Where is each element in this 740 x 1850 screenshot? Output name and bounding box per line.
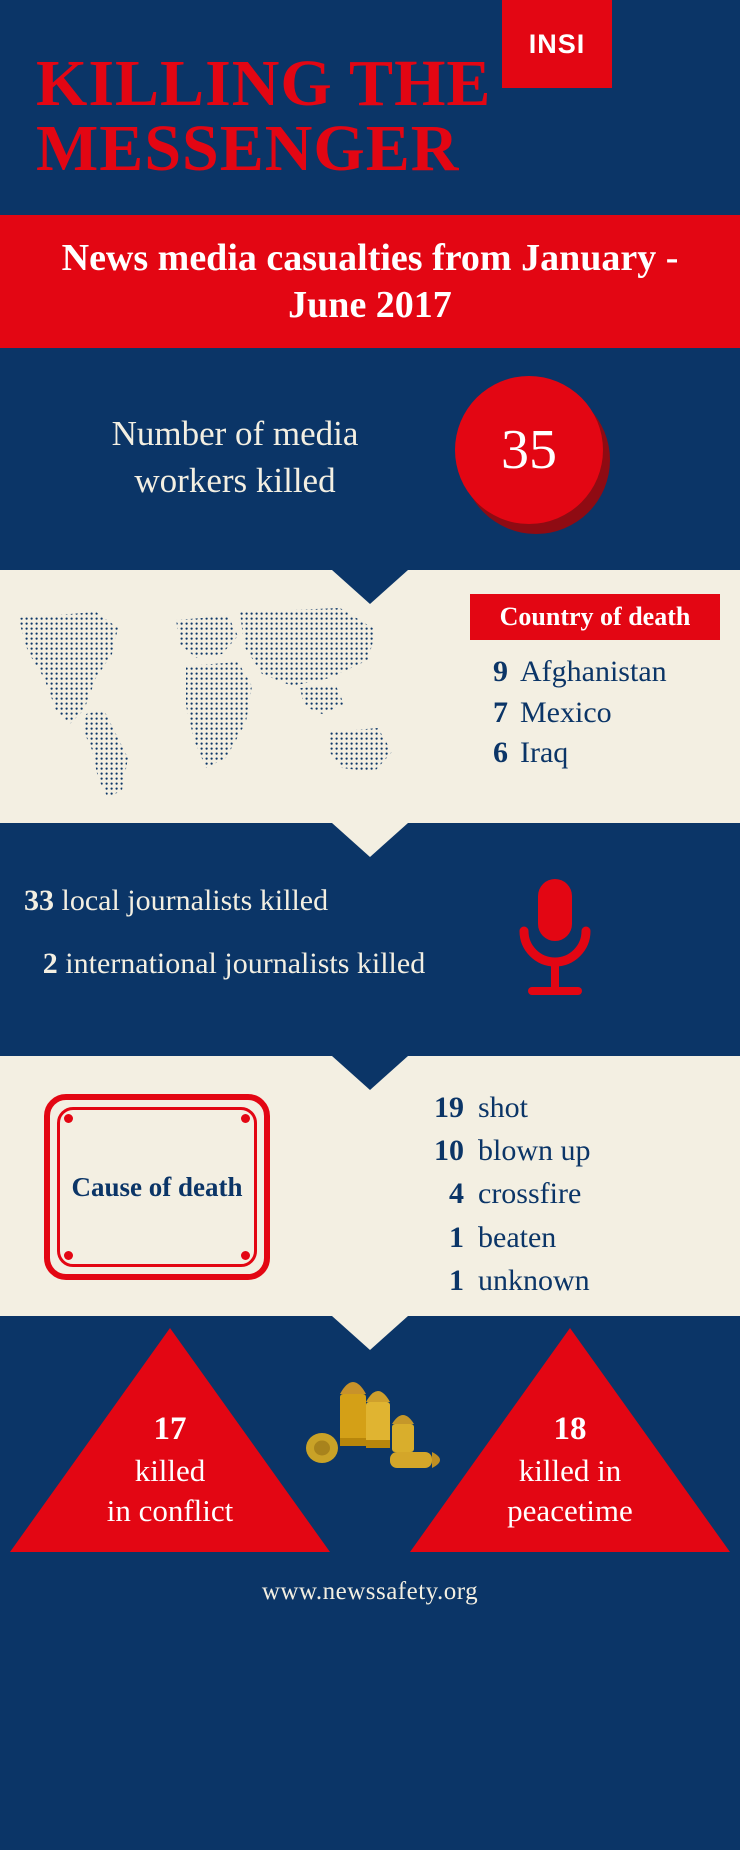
notch-divider [332, 1056, 408, 1090]
conflict-split-section [0, 1316, 740, 1564]
cause-label: unknown [478, 1263, 590, 1297]
footer-url[interactable]: www.newssafety.org [261, 1578, 479, 1605]
cause-of-death-plaque [44, 1094, 270, 1280]
local-journalists-count: 33 [24, 884, 54, 917]
page-title: KILLING THE MESSENGER [36, 47, 492, 185]
international-journalists-count: 2 [42, 946, 58, 980]
country-name: Mexico [520, 695, 612, 729]
list-item [466, 733, 716, 774]
list-item [420, 1172, 720, 1215]
country-of-death-section [0, 570, 740, 823]
cause-count: 1 [449, 1263, 464, 1297]
country-count: 6 [493, 736, 508, 769]
world-map-icon [0, 582, 420, 812]
killed-in-conflict-label-1: killed [134, 1452, 206, 1488]
cause-label: shot [478, 1091, 529, 1124]
notch-divider [332, 823, 408, 857]
footer [0, 1564, 740, 1650]
country-name: Afghanistan [520, 655, 667, 688]
total-killed-value: 35 [455, 376, 603, 524]
total-killed-section [0, 348, 740, 570]
plaque-inner-border [57, 1107, 257, 1267]
international-journalists-label: international journalists killed [65, 946, 426, 980]
killed-in-peacetime-label-2: peacetime [507, 1493, 633, 1529]
list-item [466, 652, 716, 693]
cause-of-death-section [0, 1056, 740, 1316]
insi-logo: INSI [502, 0, 612, 88]
cause-count: 1 [449, 1220, 464, 1254]
killed-in-conflict-text [10, 1408, 330, 1531]
list-item [420, 1259, 720, 1302]
notch-divider [332, 1316, 408, 1350]
killed-in-conflict-label-2: in conflict [106, 1493, 234, 1529]
subtitle-band [0, 215, 740, 348]
local-journalists-label: local journalists killed [61, 884, 329, 917]
country-of-death-heading: Country of death [470, 594, 720, 640]
list-item [420, 1086, 720, 1129]
country-count: 7 [493, 695, 508, 729]
killed-in-peacetime-text [410, 1408, 730, 1531]
cause-of-death-list [420, 1086, 720, 1302]
country-name: Iraq [520, 736, 569, 769]
microphone-icon [500, 873, 610, 1003]
killed-in-conflict-count: 17 [153, 1411, 187, 1447]
local-journalists-line [24, 881, 444, 922]
cause-count: 10 [434, 1134, 464, 1168]
list-item [466, 693, 716, 734]
list-item [420, 1129, 720, 1172]
international-journalists-line [24, 944, 444, 985]
cause-count: 19 [434, 1091, 464, 1124]
cause-label: beaten [478, 1220, 557, 1254]
list-item [420, 1216, 720, 1259]
cause-label: crossfire [478, 1177, 582, 1211]
country-of-death-list [466, 652, 716, 774]
journalist-type-section [0, 823, 740, 1056]
country-count: 9 [493, 655, 508, 688]
header [0, 0, 740, 215]
journalist-type-text [24, 881, 444, 1006]
subtitle-text: News media casualties from January - June 2017 [61, 237, 679, 326]
cause-label: blown up [478, 1134, 591, 1168]
cause-count: 4 [449, 1177, 464, 1211]
cause-of-death-heading: Cause of death [71, 1171, 243, 1202]
killed-in-peacetime-label-1: killed in [518, 1452, 622, 1488]
bullets-icon [296, 1368, 446, 1478]
killed-in-peacetime-count: 18 [553, 1411, 587, 1447]
total-killed-label: Number of media workers killed [111, 414, 359, 501]
